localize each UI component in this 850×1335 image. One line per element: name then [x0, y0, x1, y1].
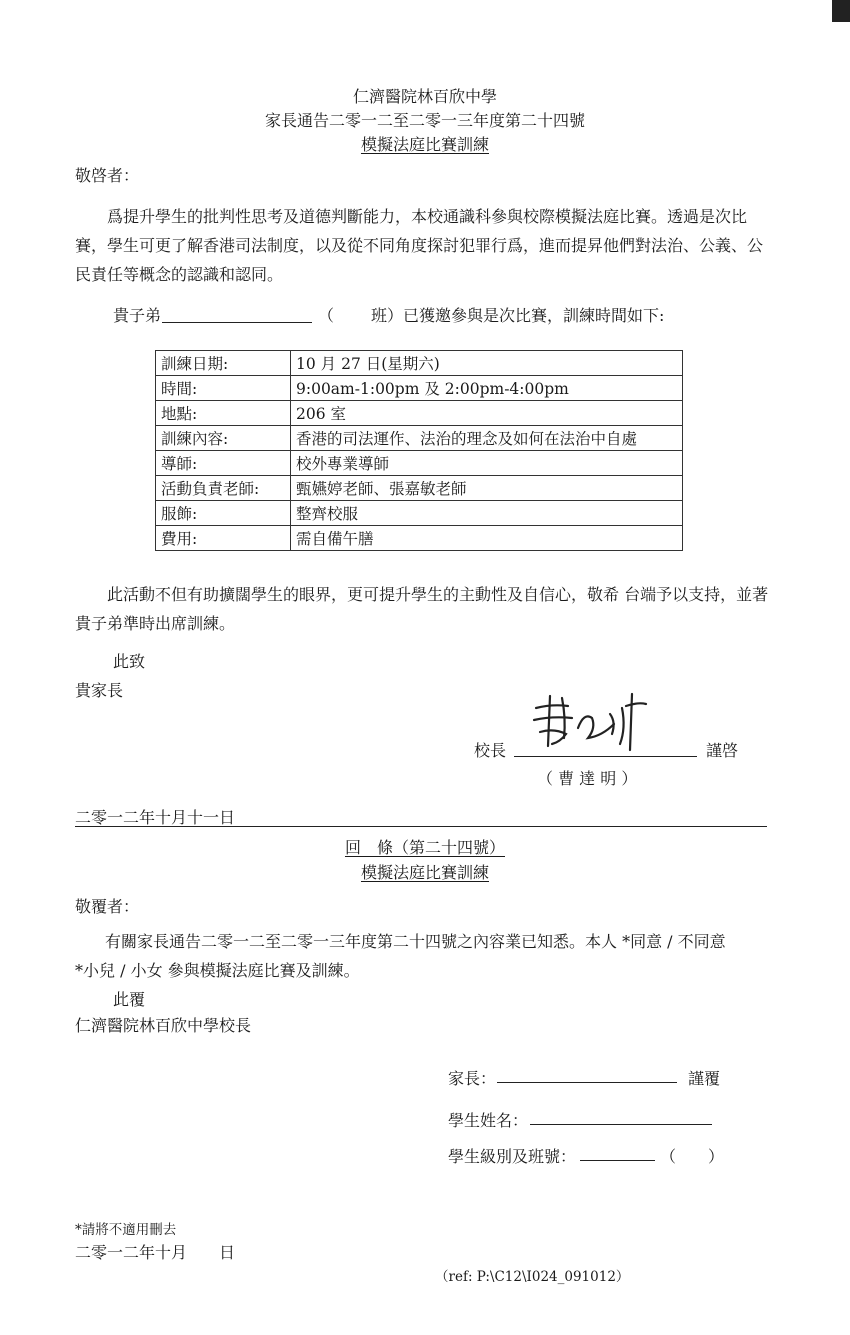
principal-label: 校長 — [474, 741, 507, 760]
table-row — [156, 501, 683, 526]
table-row — [156, 351, 683, 376]
student-class-label: 學生級別及班號： — [448, 1147, 577, 1166]
principal-name: （ 曹 達 明 ） — [537, 769, 638, 788]
reply-title-wrap — [0, 835, 850, 858]
student-name-label: 學生姓名： — [448, 1111, 529, 1130]
notice-subject-wrap — [0, 132, 850, 155]
reply-date-line: 二零一二年十月 日 — [75, 1243, 236, 1262]
detail-value: 香港的司法運作、法治的理念及如何在法治中自處 — [291, 426, 683, 451]
detail-value: 校外專業導師 — [291, 451, 683, 476]
invite-prefix: 貴子弟 — [113, 306, 162, 325]
school-name: 仁濟醫院林百欣中學 — [352, 87, 497, 106]
notice-number: 家長通告二零一二至二零一三年度第二十四號 — [264, 111, 585, 130]
closing-ci-zhi: 此致 — [113, 652, 146, 671]
detail-value: 整齊校服 — [291, 501, 683, 526]
detail-label: 訓練內容: — [156, 426, 291, 451]
table-row — [156, 426, 683, 451]
principal-respect: 謹啓 — [706, 741, 739, 760]
detail-value: 需自備午膳 — [291, 526, 683, 551]
support-paragraph: 此活動不但有助擴闊學生的眼界，更可提升學生的主動性及自信心，敬希 台端予以支持，並著 貴子弟準時出席訓練。 — [75, 585, 769, 633]
reply-title: 回 條（第二十四號） — [344, 838, 505, 857]
parent-signature-field[interactable] — [497, 1082, 677, 1083]
parent-respect: 謹覆 — [688, 1069, 721, 1088]
class-number-bracket: （ ） — [660, 1147, 725, 1166]
notice-subject: 模擬法庭比賽訓練 — [360, 135, 489, 154]
detail-value: 9:00am-1:00pm 及 2:00pm-4:00pm — [291, 376, 683, 401]
reply-to: 仁濟醫院林百欣中學校長 — [75, 1016, 252, 1035]
detail-label: 服飾: — [156, 501, 291, 526]
student-name-field[interactable] — [530, 1124, 712, 1125]
reply-body-line2: *小兒 / 小女 參與模擬法庭比賽及訓練。 — [75, 961, 360, 980]
detail-label: 地點: — [156, 401, 291, 426]
invite-suffix: 班）已獲邀參與是次比賽，訓練時間如下: — [371, 306, 665, 325]
salutation: 敬啓者： — [75, 166, 140, 185]
reply-subject-wrap — [0, 860, 850, 883]
notice-date: 二零一二年十月十一日 — [75, 808, 236, 827]
detail-value: 10 月 27 日(星期六) — [291, 351, 683, 376]
principal-signature — [522, 688, 662, 754]
detail-label: 活動負責老師: — [156, 476, 291, 501]
training-details-table — [155, 350, 683, 551]
reference-code: （ref: P:\C12\I024_091012） — [435, 1269, 630, 1285]
table-row — [156, 476, 683, 501]
detail-label: 費用: — [156, 526, 291, 551]
reply-salutation: 敬覆者： — [75, 897, 140, 916]
scan-corner-mark — [832, 0, 850, 22]
detail-value: 206 室 — [291, 401, 683, 426]
detail-label: 時間: — [156, 376, 291, 401]
table-row — [156, 526, 683, 551]
student-class-field[interactable] — [580, 1160, 655, 1161]
tear-off-divider — [75, 826, 767, 827]
footnote: *請將不適用刪去 — [75, 1222, 177, 1238]
reply-ci-fu: 此覆 — [113, 990, 146, 1009]
parent-label: 家長： — [448, 1069, 497, 1088]
reply-subject: 模擬法庭比賽訓練 — [360, 863, 489, 882]
intro-paragraph: 爲提升學生的批判性思考及道德判斷能力，本校通識科參與校際模擬法庭比賽。透過是次比賽，學生可更了解香港司法制度，以及從不同角度探討犯罪行爲，進而提昇他們對法治、公義、公民責任等概念的認識和認同。 — [75, 207, 764, 284]
reply-body-line1: 有關家長通告二零一二至二零一三年度第二十四號之內容業已知悉。本人 *同意 / 不同意 — [105, 932, 726, 951]
table-row — [156, 401, 683, 426]
detail-label: 訓練日期: — [156, 351, 291, 376]
principal-signature-line — [514, 756, 697, 757]
detail-value: 甄嬿婷老師、張嘉敏老師 — [291, 476, 683, 501]
table-row — [156, 451, 683, 476]
table-row — [156, 376, 683, 401]
detail-label: 導師: — [156, 451, 291, 476]
class-open-bracket: （ — [318, 306, 335, 325]
student-name-blank — [162, 322, 312, 323]
closing-to: 貴家長 — [75, 681, 124, 700]
